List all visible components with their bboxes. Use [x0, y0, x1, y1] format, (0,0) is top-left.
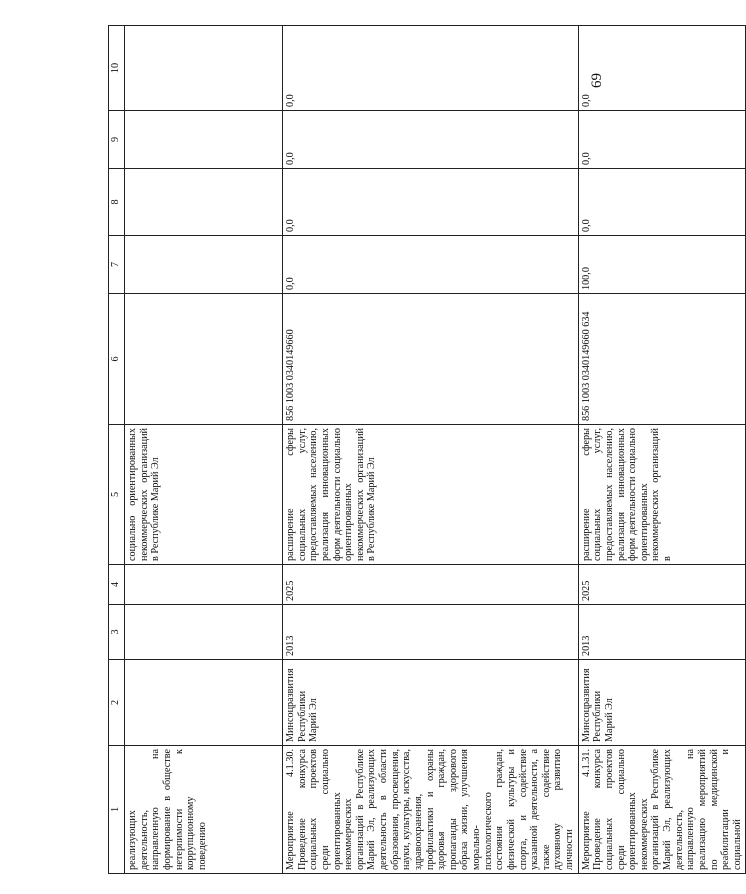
value-cell-10 — [125, 26, 283, 111]
value-cell-8: 0,0 — [283, 169, 579, 236]
col-header-10: 10 — [109, 26, 125, 111]
table-row — [125, 26, 283, 874]
executor-cell: Минсоцразвития Республики Марий Эл — [283, 660, 579, 746]
executor-cell: Минсоцразвития Республики Марий Эл — [578, 660, 746, 746]
activity-cell: Мероприятие 4.1.31. Проведение конкурса социальных проектов среди социально ориентированных некоммерческих организаций в Республике Марий Эл, реализующих деятельность, направленную на реализацию мероприятий по медицинской реабилитации и социальной — [578, 746, 746, 874]
budget-code-cell: 856 1003 0340149660 634 — [578, 294, 746, 425]
activity-cell: реализующих деятельность, направленную на формирование в обществе нетерпимости к коррупционному поведению — [125, 746, 283, 874]
value-cell-9: 0,0 — [578, 111, 746, 169]
budget-code-cell: 856 1003 0340149660 — [283, 294, 579, 425]
value-cell-8: 0,0 — [578, 169, 746, 236]
start-year-cell — [125, 605, 283, 660]
value-cell-10: 0,0 — [578, 26, 746, 111]
activity-cell: Мероприятие 4.1.30. Проведение конкурса социальных проектов среди социально ориентированных некоммерческих организаций в Республике Марий Эл, реализующих деятельность в области образования, просвещения, науки, культуры, искусства, здравоохранения, профилактики и охраны здоровья граждан, пропаганды здорового образа жизни, улучшения морально-психологического состояния граждан, физической культуры и спорта, и содействие указанной деятельности, а также содействие духовному развитию личности — [283, 746, 579, 874]
end-year-cell: 2025 — [283, 565, 579, 605]
col-header-9: 9 — [109, 111, 125, 169]
result-cell: социально ориентированных некоммерческих организаций в Республике Марий Эл — [125, 425, 283, 565]
value-cell-9 — [125, 111, 283, 169]
value-cell-8 — [125, 169, 283, 236]
col-header-1: 1 — [109, 746, 125, 874]
budget-code-cell — [125, 294, 283, 425]
col-header-8: 8 — [109, 169, 125, 236]
value-cell-7 — [125, 236, 283, 294]
col-header-6: 6 — [109, 294, 125, 425]
col-header-5: 5 — [109, 425, 125, 565]
end-year-cell: 2025 — [578, 565, 746, 605]
col-header-4: 4 — [109, 565, 125, 605]
col-header-3: 3 — [109, 605, 125, 660]
table-row — [283, 26, 579, 874]
start-year-cell: 2013 — [283, 605, 579, 660]
program-table — [108, 25, 746, 874]
executor-cell — [125, 660, 283, 746]
result-cell: расширение сферы социальных услуг, предоставляемых населению, реализация инновационных форм деятельности социально ориентированных некоммерческих организаций в — [578, 425, 746, 565]
col-header-2: 2 — [109, 660, 125, 746]
result-cell: расширение сферы социальных услуг, предоставляемых населению, реализация инновационных форм деятельности социально ориентированных некоммерческих организаций в Республике Марий Эл — [283, 425, 579, 565]
table-row — [578, 26, 746, 874]
value-cell-7: 0,0 — [283, 236, 579, 294]
value-cell-7: 100,0 — [578, 236, 746, 294]
value-cell-10: 0,0 — [283, 26, 579, 111]
value-cell-9: 0,0 — [283, 111, 579, 169]
end-year-cell — [125, 565, 283, 605]
column-number-row — [109, 26, 125, 874]
col-header-7: 7 — [109, 236, 125, 294]
page-number: 69 — [589, 73, 605, 88]
start-year-cell: 2013 — [578, 605, 746, 660]
